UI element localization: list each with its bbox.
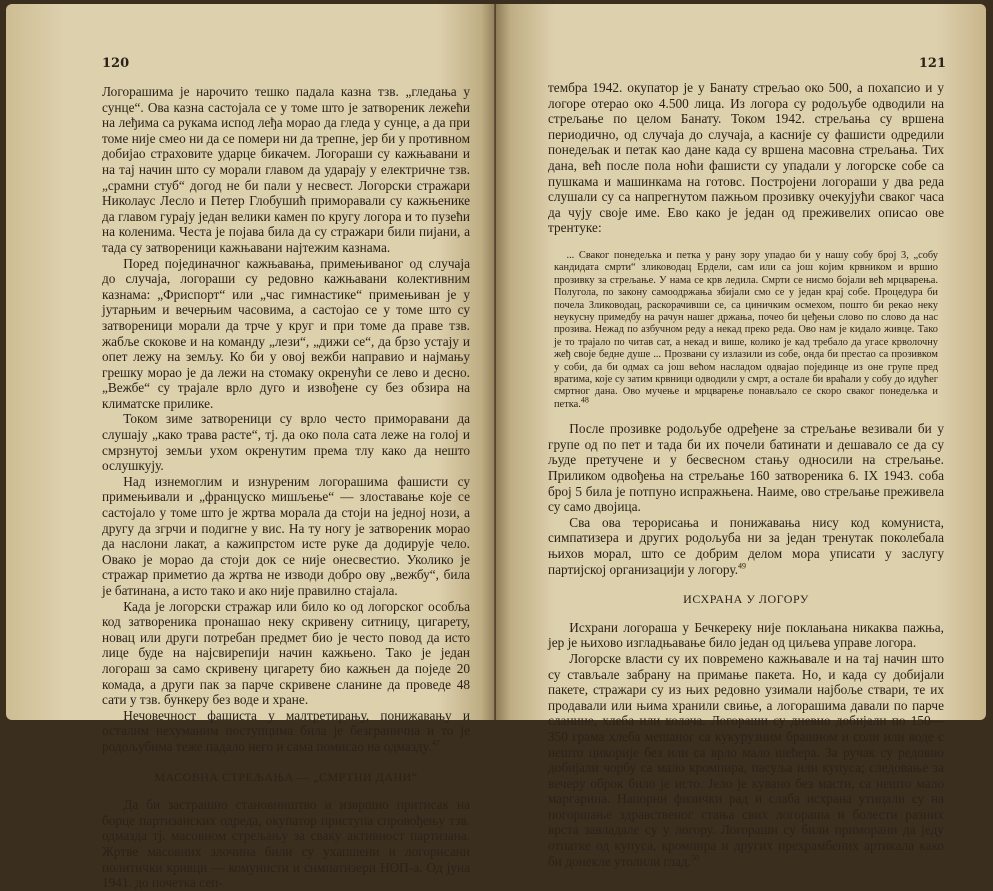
paragraph: После прозивке родољубе одређене за стрељање везивали би у групе од по пет и тада би их почели батинати и дешавало се да су људе претучене и у бесвесном стању односили на стрељање. Приликом одвођења на стрељање 160 затвореника 6. IX 1943. соба број 5 била је потпуно испражњена. Наиме, ово стрељање преживела су само двојица. bbox=[548, 421, 944, 515]
left-page-text bbox=[102, 84, 470, 891]
paragraph: Исхрани логораша у Бечкереку није поклањана никаква пажња, јер је њихово изгладњавање било један од циљева управе логора. bbox=[548, 619, 944, 651]
paragraph: Током зиме затвореници су врло често приморавани да слушају „како трава расте“, тј. да око пола сата леже на голој и смрзнутој земљи ухом окренутим према тлу како да нешто ослушкују. bbox=[102, 411, 470, 474]
right-page bbox=[496, 4, 986, 869]
paragraph: Логорашима је нарочито тешко падала казна тзв. „гледања у сунце“. Ова казна састојала се у томе што је затвореник лежећи на леђима са рукама испод леђа морао да гледа у сунце, а да при томе није смео ни да се помери ни да трепне, јер би у противном добијао страховите ударце бикачем. Логораши су кажњавани и на тај начин што су морали главом да ударају у електричне тзв. „срамни стуб“ догод не би пали у несвест. Логорски стражари Николаус Лесло и Петер Глобушић приморавали су кажњенике да главом гурају један велики камен по кругу логора и то пузећи на коленима. Честа је појава била да су стражари били пијани, а тада су затвореници кажњавани најтежим казнама. bbox=[102, 84, 470, 255]
section-heading: МАСОВНА СТРЕЉАЊА — „СМРТНИ ДАНИ“ bbox=[154, 769, 418, 784]
paragraph: Када је логорски стражар или било ко од логорског особља код затвореника пронашао неку скривену ситницу, цигарету, новац или други потребан предмет био је често повод да исто лице буде на најсвирепији начин кажњено. Тако је један логораш за само скривену цигарету био кажњен да поједе 20 комада, а други пак за парче скривене сланине да проведе 48 сати у тзв. бункеру без воде и хране. bbox=[102, 598, 470, 708]
paragraph: Нечовечност фашиста у малтретирању, понижавању и осталим нехуманим поступцима била је безгранична и то је родољубима теже падало него и сама помисао на одмаздy.$^{47}$ bbox=[102, 707, 470, 754]
section-heading: ИСХРАНА У ЛОГОРУ bbox=[683, 592, 809, 607]
paragraph: Над изнемоглим и изнуреним логорашима фашисти су примењивали и „француско мишљење“ — злоставање које се састојало у томе што је жртва морала да стоји на једној нози, а другу да згрчи и подигне у вис. На ту ногу је затвореник морао да наслони лакат, а кажипрстом исте руке да додирује чело. Овако је морао да стоји док се није онесвестио. Уколико је стражар приметио да жртва не изводи добро ову „вежбу“, била је батинана, а исто тако и ако није правилно стајала. bbox=[102, 473, 470, 598]
quotation-text: ... Сваког понедељка и петка у рану зору упадао би у нашу собу број 3, „собу кандидата смрти“ злиководац Ердели, сам или са још којим крвником и вршио прозивку за стрељање. У нама се крв ледила. Смрти се нисмо бојали већ мрцварења. Полугола, по закону самоодржања збијали смо се у један крај собе. Процедура би почела Злиководац, раскорачивши се, са циничким осмехом, пошто би рекао неку неукусну примедбу на рачун нашег држања, почео би цеђењи слово по слово да нас прозива. Нежад по азбучном реду а некад преко реда. Ово нам је кидало живце. Тако је то трајало по читав сат, а некад и више, колико је кад требало да угасе крволочну жеђ своје беднe душе ... Прозвани су излазили из собе, онда би престао са прозивком у соби, да би одмах са још већом насладом одвајао појединце из оне групе пред вратима, које су затим крвници одводили у смрт, а остале би враћали у собу до идућег смртног дана. Ово мучење и мрцварење понављало се скоро сваког понедељка и петка.$^{48}$ bbox=[554, 249, 938, 410]
paragraph: Логорске власти су их повремено кажњавале и на тај начин што су стављале забрану на примање пакета. Но, и када су добијали пакете, стражари су из њих редовно узимали најбоље ствари, те их продавали или њима хранили свиње, а логорашима давали по парче сланине, хлеба или колача. Логораши су дневно добијали по 150—350 грама хлеба мешаног са кукурузним брашном и соли или воде с нешто цикорије без или са врло мало шећера. За ручак су редовно добијали чорбу са мало кромпира, пасуља или купуса; следовање за вечеру оброк било је исто. Јело је кувано без масти, са нешто мало маргарина. Напорни физички рад и слаба исхрана утицали су на погоршање здравственог стања свих логораша и болести разних врста завладале су у логору. Логораши су били приморани да једу отпатке од купуса, кромпира и других прехрамбених артикала како би донекле утолили глад.$^{50}$ bbox=[548, 650, 944, 869]
left-page bbox=[6, 4, 496, 891]
quotation-block bbox=[548, 250, 944, 411]
page-number: 120 bbox=[102, 56, 130, 71]
footnote-ref: 47 bbox=[431, 738, 440, 748]
footnote-ref: 49 bbox=[738, 561, 747, 571]
right-page-text bbox=[548, 80, 944, 869]
footnote-ref: 50 bbox=[690, 853, 699, 863]
page-number: 121 bbox=[918, 56, 946, 71]
paragraph: Да би застрашио становништво и извршио притисак на борце партизанских одреда, окупатор приступа спровођењу тзв. одмазда тј. масовном стрељању за сваку активност партизана. Жртве масовних злочина били су ухапшени и логорисани политички кривци — комунисти и симпатизери НОП-а. Од јуна 1941. до почетка сеп- bbox=[102, 797, 470, 891]
paragraph: Поред појединачног кажњавања, примењиваног од случаја до случаја, логораши су редовно кажњавани колективним казнама: „Фриспорт“ или „час гимнастике“ примењиван је у јутарњим и вечерњим часовима, а састојао се у томе што су затвореници морали да трче у круг и при томе да праве тзв. жабље скокове и на команду „лези“, „дижи се“, да брзо устају и опет лежу на земљу. Ко би у овој вежби направио и најмању грешку морао је да лежи на стомаку окренући се лево и десно. „Вежбе“ су трајале врло дуго и извођене су без обзира на климатске прилике. bbox=[102, 255, 470, 411]
footnote-ref: 48 bbox=[580, 395, 589, 405]
open-book bbox=[6, 4, 986, 891]
paragraph: Сва ова терорисања и понижавања нису код комуниста, симпатизера и других родољуба ни за један тренутак поколебала њихов морал, што се добрим делом мора уписати у заслугу партијској организацији у логору.$^{49}$ bbox=[548, 514, 944, 577]
paragraph: тембра 1942. окупатор је у Банату стрељао око 500, а похапсио и у логоре отерао око 4.500 лица. Из логора су родољубе одводили на стрељање по целом Банату. Током 1942. стрељања су вршена периодично, од случаја до случаја, а касније су фашисти одредили понедељак и петак као дане када су вршена масовна стрељања. Тих дана, већ после пола ноћи фашисти су упадали у логорске собе са пушкама и машинкама на готовс. Постројени логораши у два реда слушали су са напрегнутом пажњом прозивку очекујући сваког часа да чују своје име. Ево како је један од преживелих описао ове трентуке: bbox=[548, 80, 944, 236]
